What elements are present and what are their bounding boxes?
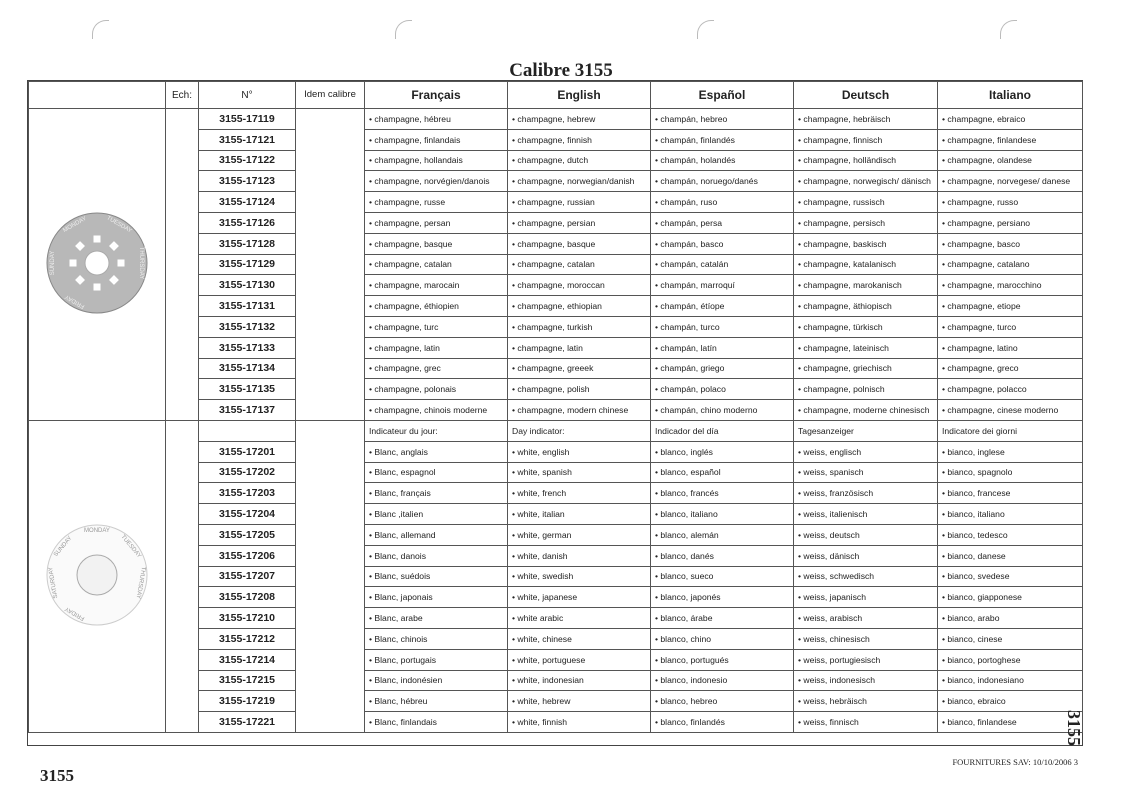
desc-it-cell: • champagne, greco (938, 358, 1083, 379)
part-image-cell (29, 109, 166, 421)
desc-en-cell: • white, finnish (508, 712, 651, 733)
desc-it-cell: • champagne, marocchino (938, 275, 1083, 296)
desc-de-cell: • champagne, polnisch (794, 379, 938, 400)
part-number-cell: 3155-17221 (199, 712, 296, 733)
desc-es-cell: • champán, noruego/danés (651, 171, 794, 192)
desc-fr-cell: • Blanc, suédois (365, 566, 508, 587)
disc-day-label: SUNDAY (50, 251, 56, 276)
desc-fr-cell: • Blanc, arabe (365, 608, 508, 629)
desc-it-cell: • bianco, francese (938, 483, 1083, 504)
desc-de-cell: • weiss, französisch (794, 483, 938, 504)
desc-it-cell: • champagne, latino (938, 337, 1083, 358)
part-number-cell: 3155-17133 (199, 337, 296, 358)
desc-de-cell: • weiss, indonesisch (794, 670, 938, 691)
desc-de-cell: • champagne, lateinisch (794, 337, 938, 358)
part-number-cell: 3155-17124 (199, 192, 296, 213)
parts-table (28, 81, 1083, 733)
desc-de-cell: • weiss, italienisch (794, 504, 938, 525)
desc-es-cell: • champán, turco (651, 316, 794, 337)
desc-it-cell: • champagne, russo (938, 192, 1083, 213)
header-italian: Italiano (938, 82, 1083, 109)
subheader-en: Day indicator: (508, 420, 651, 441)
desc-en-cell: • white, portuguese (508, 649, 651, 670)
header-german: Deutsch (794, 82, 938, 109)
desc-es-cell: • blanco, alemán (651, 524, 794, 545)
desc-fr-cell: • champagne, turc (365, 316, 508, 337)
desc-es-cell: • champán, étíope (651, 296, 794, 317)
part-number-cell: 3155-17131 (199, 296, 296, 317)
desc-en-cell: • champagne, persian (508, 212, 651, 233)
desc-en-cell: • champagne, moroccan (508, 275, 651, 296)
desc-fr-cell: • champagne, chinois moderne (365, 400, 508, 421)
desc-de-cell: • champagne, finnisch (794, 129, 938, 150)
disc-window (94, 284, 101, 291)
section-champagne (29, 109, 1083, 421)
desc-en-cell: • white, swedish (508, 566, 651, 587)
part-number-cell: 3155-17123 (199, 171, 296, 192)
desc-de-cell: • champagne, griechisch (794, 358, 938, 379)
desc-es-cell: • champán, hebreo (651, 109, 794, 130)
desc-en-cell: • champagne, basque (508, 233, 651, 254)
part-number-cell: 3155-17207 (199, 566, 296, 587)
disc-day-label: THURSDAY (138, 247, 144, 280)
desc-de-cell: • weiss, hebräisch (794, 691, 938, 712)
header-image (29, 82, 166, 109)
header-french: Français (365, 82, 508, 109)
desc-en-cell: • white, indonesian (508, 670, 651, 691)
desc-de-cell: • weiss, spanisch (794, 462, 938, 483)
desc-de-cell: • weiss, arabisch (794, 608, 938, 629)
desc-es-cell: • blanco, sueco (651, 566, 794, 587)
disc-window (94, 236, 101, 243)
desc-es-cell: • champán, basco (651, 233, 794, 254)
part-number-cell: 3155-17215 (199, 670, 296, 691)
desc-de-cell: • weiss, englisch (794, 441, 938, 462)
desc-fr-cell: • champagne, marocain (365, 275, 508, 296)
part-number-cell: 3155-17128 (199, 233, 296, 254)
desc-en-cell: • white, hebrew (508, 691, 651, 712)
desc-fr-cell: • Blanc, anglais (365, 441, 508, 462)
part-number-cell: 3155-17204 (199, 504, 296, 525)
desc-en-cell: • champagne, latin (508, 337, 651, 358)
desc-it-cell: • bianco, tedesco (938, 524, 1083, 545)
desc-it-cell: • champagne, basco (938, 233, 1083, 254)
disc-day-label: TUESDAY (105, 215, 133, 235)
part-number-cell: 3155-17203 (199, 483, 296, 504)
part-number-cell: 3155-17121 (199, 129, 296, 150)
desc-fr-cell: • champagne, norvégien/danois (365, 171, 508, 192)
desc-fr-cell: • Blanc, hébreu (365, 691, 508, 712)
header-english: English (508, 82, 651, 109)
desc-en-cell: • white arabic (508, 608, 651, 629)
desc-es-cell: • champán, chino moderno (651, 400, 794, 421)
desc-es-cell: • champán, persa (651, 212, 794, 233)
desc-es-cell: • blanco, español (651, 462, 794, 483)
part-number-cell: 3155-17129 (199, 254, 296, 275)
desc-fr-cell: • Blanc ,italien (365, 504, 508, 525)
disc-center-hole (85, 251, 109, 275)
subheader-row (29, 420, 1083, 441)
part-number-cell: 3155-17134 (199, 358, 296, 379)
desc-de-cell: • champagne, katalanisch (794, 254, 938, 275)
desc-es-cell: • blanco, francés (651, 483, 794, 504)
desc-it-cell: • champagne, polacco (938, 379, 1083, 400)
desc-fr-cell: • Blanc, espagnol (365, 462, 508, 483)
desc-es-cell: • champán, catalán (651, 254, 794, 275)
desc-it-cell: • champagne, finlandese (938, 129, 1083, 150)
desc-es-cell: • blanco, chino (651, 628, 794, 649)
ech-cell (166, 420, 199, 732)
desc-it-cell: • bianco, spagnolo (938, 462, 1083, 483)
desc-en-cell: • white, german (508, 524, 651, 545)
day-disc-white-image (42, 520, 152, 630)
part-number-cell: 3155-17202 (199, 462, 296, 483)
part-number-cell: 3155-17212 (199, 628, 296, 649)
desc-fr-cell: • Blanc, indonésien (365, 670, 508, 691)
desc-en-cell: • champagne, greeek (508, 358, 651, 379)
desc-it-cell: • bianco, cinese (938, 628, 1083, 649)
desc-fr-cell: • Blanc, japonais (365, 587, 508, 608)
footer-date: FOURNITURES SAV: 10/10/2006 3 (952, 757, 1078, 767)
desc-en-cell: • white, english (508, 441, 651, 462)
desc-it-cell: • champagne, persiano (938, 212, 1083, 233)
disc-day-label: THURSDAY (134, 566, 147, 600)
desc-fr-cell: • Blanc, allemand (365, 524, 508, 545)
part-number-cell: 3155-17122 (199, 150, 296, 171)
desc-de-cell: • champagne, hebräisch (794, 109, 938, 130)
desc-en-cell: • champagne, ethiopian (508, 296, 651, 317)
idem-calibre-cell (296, 109, 365, 421)
desc-it-cell: • champagne, turco (938, 316, 1083, 337)
part-number-cell: 3155-17119 (199, 109, 296, 130)
header-spanish: Español (651, 82, 794, 109)
disc-day-label: MONDAY (84, 528, 110, 535)
desc-es-cell: • champán, marroquí (651, 275, 794, 296)
part-number-cell: 3155-17206 (199, 545, 296, 566)
footer-calibre-number: 3155 (40, 766, 74, 785)
part-number-cell: 3155-17132 (199, 316, 296, 337)
part-number-cell: 3155-17208 (199, 587, 296, 608)
desc-en-cell: • champagne, polish (508, 379, 651, 400)
desc-de-cell: • weiss, portugiesisch (794, 649, 938, 670)
desc-it-cell: • bianco, portoghese (938, 649, 1083, 670)
part-number-cell: 3155-17135 (199, 379, 296, 400)
part-number-cell: 3155-17210 (199, 608, 296, 629)
desc-it-cell: • bianco, ebraico (938, 691, 1083, 712)
desc-es-cell: • champán, holandés (651, 150, 794, 171)
desc-en-cell: • white, chinese (508, 628, 651, 649)
disc-center-hole (77, 555, 117, 595)
desc-fr-cell: • champagne, basque (365, 233, 508, 254)
desc-en-cell: • champagne, russian (508, 192, 651, 213)
subheader-fr: Indicateur du jour: (365, 420, 508, 441)
desc-fr-cell: • champagne, catalan (365, 254, 508, 275)
desc-it-cell: • bianco, indonesiano (938, 670, 1083, 691)
desc-de-cell: • champagne, moderne chinesisch (794, 400, 938, 421)
desc-it-cell: • bianco, danese (938, 545, 1083, 566)
desc-en-cell: • white, italian (508, 504, 651, 525)
desc-en-cell: • white, japanese (508, 587, 651, 608)
desc-fr-cell: • champagne, éthiopien (365, 296, 508, 317)
part-number-cell: 3155-17126 (199, 212, 296, 233)
desc-de-cell: • champagne, holländisch (794, 150, 938, 171)
punch-hole-mark (92, 20, 109, 39)
disc-day-label: MONDAY (62, 216, 88, 235)
desc-es-cell: • blanco, italiano (651, 504, 794, 525)
desc-de-cell: • weiss, deutsch (794, 524, 938, 545)
desc-en-cell: • champagne, modern chinese (508, 400, 651, 421)
desc-fr-cell: • Blanc, chinois (365, 628, 508, 649)
desc-es-cell: • champán, griego (651, 358, 794, 379)
desc-fr-cell: • Blanc, français (365, 483, 508, 504)
desc-it-cell: • champagne, norvegese/ danese (938, 171, 1083, 192)
desc-es-cell: • blanco, inglés (651, 441, 794, 462)
desc-en-cell: • champagne, dutch (508, 150, 651, 171)
desc-es-cell: • blanco, hebreo (651, 691, 794, 712)
desc-fr-cell: • champagne, hébreu (365, 109, 508, 130)
punch-hole-mark (1000, 20, 1017, 39)
header-idem-calibre: Idem calibre (296, 82, 365, 109)
desc-it-cell: • bianco, giapponese (938, 587, 1083, 608)
desc-fr-cell: • champagne, persan (365, 212, 508, 233)
desc-es-cell: • blanco, indonesio (651, 670, 794, 691)
disc-window (118, 260, 125, 267)
idem-calibre-cell (296, 420, 365, 732)
desc-fr-cell: • Blanc, danois (365, 545, 508, 566)
side-calibre-label: 3155 (1064, 710, 1084, 746)
desc-es-cell: • blanco, portugués (651, 649, 794, 670)
disc-window (70, 260, 77, 267)
desc-de-cell: • champagne, norwegisch/ dänisch (794, 171, 938, 192)
part-number-cell: 3155-17214 (199, 649, 296, 670)
desc-es-cell: • blanco, árabe (651, 608, 794, 629)
desc-fr-cell: • champagne, russe (365, 192, 508, 213)
section-day-indicator (29, 420, 1083, 732)
desc-fr-cell: • Blanc, portugais (365, 649, 508, 670)
desc-en-cell: • white, danish (508, 545, 651, 566)
ech-cell (166, 109, 199, 421)
desc-it-cell: • bianco, italiano (938, 504, 1083, 525)
desc-de-cell: • weiss, finnisch (794, 712, 938, 733)
part-number-cell: 3155-17137 (199, 400, 296, 421)
page-title: Calibre 3155 (509, 60, 613, 81)
table-row (29, 109, 1083, 130)
desc-it-cell: • champagne, ebraico (938, 109, 1083, 130)
desc-en-cell: • white, spanish (508, 462, 651, 483)
parts-table-frame (27, 80, 1083, 746)
desc-es-cell: • champán, latín (651, 337, 794, 358)
desc-it-cell: • champagne, catalano (938, 254, 1083, 275)
disc-day-label: TUESDAY (119, 534, 142, 560)
desc-it-cell: • champagne, etiope (938, 296, 1083, 317)
desc-es-cell: • blanco, finlandés (651, 712, 794, 733)
header-ech: Ech: (166, 82, 199, 109)
disc-day-label: SATURDAY (47, 566, 60, 600)
desc-de-cell: • weiss, schwedisch (794, 566, 938, 587)
part-number-cell: 3155-17219 (199, 691, 296, 712)
disc-day-label: SUNDAY (53, 535, 74, 559)
subheader-es: Indicador del día (651, 420, 794, 441)
part-image-cell (29, 420, 166, 732)
disc-day-label: FRIDAY (64, 293, 86, 310)
header-number: N° (199, 82, 296, 109)
desc-it-cell: • bianco, inglese (938, 441, 1083, 462)
desc-es-cell: • champán, finlandés (651, 129, 794, 150)
desc-en-cell: • white, french (508, 483, 651, 504)
desc-fr-cell: • champagne, hollandais (365, 150, 508, 171)
desc-de-cell: • champagne, marokanisch (794, 275, 938, 296)
desc-de-cell: • weiss, chinesisch (794, 628, 938, 649)
desc-de-cell: • weiss, dänisch (794, 545, 938, 566)
desc-de-cell: • champagne, baskisch (794, 233, 938, 254)
desc-it-cell: • bianco, svedese (938, 566, 1083, 587)
desc-en-cell: • champagne, finnish (508, 129, 651, 150)
desc-es-cell: • champán, ruso (651, 192, 794, 213)
desc-fr-cell: • Blanc, finlandais (365, 712, 508, 733)
subheader-it: Indicatore dei giorni (938, 420, 1083, 441)
desc-en-cell: • champagne, catalan (508, 254, 651, 275)
desc-es-cell: • champán, polaco (651, 379, 794, 400)
desc-it-cell: • champagne, cinese moderno (938, 400, 1083, 421)
desc-fr-cell: • champagne, grec (365, 358, 508, 379)
desc-de-cell: • champagne, persisch (794, 212, 938, 233)
desc-de-cell: • champagne, äthiopisch (794, 296, 938, 317)
part-number-cell (199, 420, 296, 441)
desc-fr-cell: • champagne, finlandais (365, 129, 508, 150)
desc-es-cell: • blanco, japonés (651, 587, 794, 608)
desc-en-cell: • champagne, norwegian/danish (508, 171, 651, 192)
punch-hole-mark (395, 20, 412, 39)
desc-fr-cell: • champagne, latin (365, 337, 508, 358)
punch-hole-mark (697, 20, 714, 39)
desc-de-cell: • weiss, japanisch (794, 587, 938, 608)
desc-en-cell: • champagne, turkish (508, 316, 651, 337)
desc-de-cell: • champagne, russisch (794, 192, 938, 213)
subheader-de: Tagesanzeiger (794, 420, 938, 441)
desc-it-cell: • bianco, finlandese (938, 712, 1083, 733)
desc-fr-cell: • champagne, polonais (365, 379, 508, 400)
part-number-cell: 3155-17130 (199, 275, 296, 296)
day-disc-champagne-image (42, 208, 152, 318)
desc-it-cell: • champagne, olandese (938, 150, 1083, 171)
desc-en-cell: • champagne, hebrew (508, 109, 651, 130)
desc-es-cell: • blanco, danés (651, 545, 794, 566)
part-number-cell: 3155-17205 (199, 524, 296, 545)
disc-day-label: FRIDAY (64, 605, 86, 622)
part-number-cell: 3155-17201 (199, 441, 296, 462)
desc-de-cell: • champagne, türkisch (794, 316, 938, 337)
desc-it-cell: • bianco, arabo (938, 608, 1083, 629)
